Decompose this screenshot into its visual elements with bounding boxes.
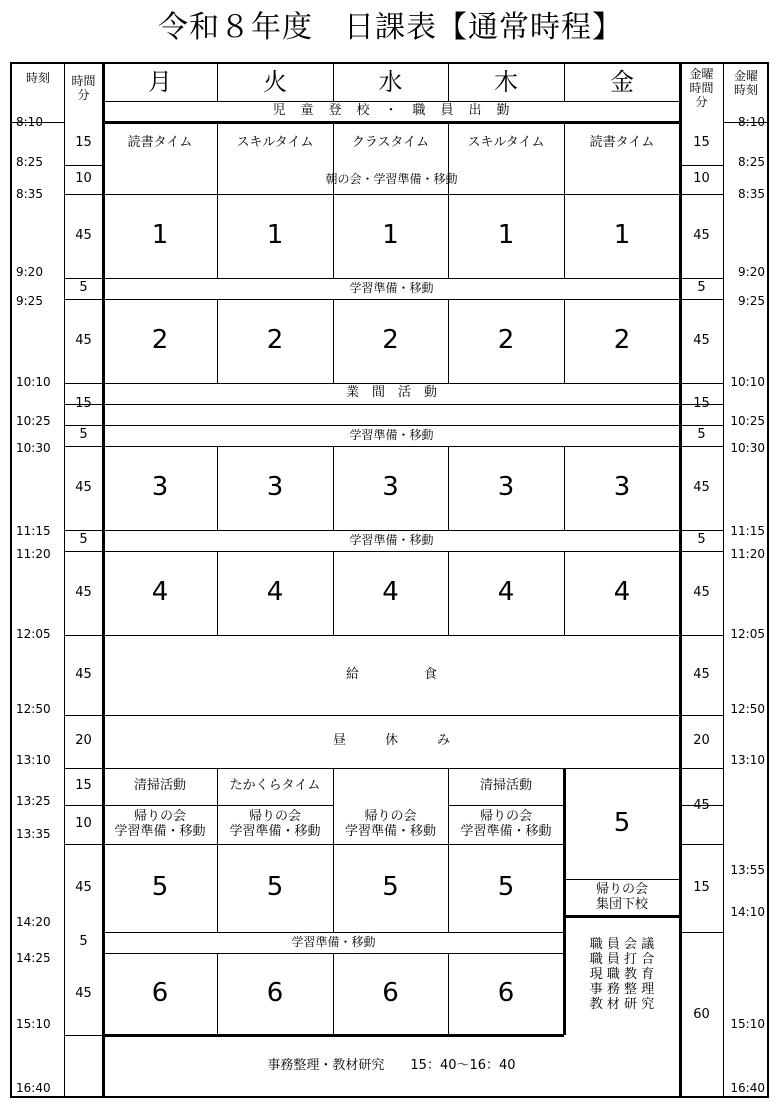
- time-left-18: 16:40: [16, 1081, 51, 1095]
- minutes-left-3: 5: [79, 280, 88, 296]
- period-4-2: 4: [382, 577, 399, 608]
- period-5-fri: 5: [613, 807, 631, 838]
- homeroom-end-3: 帰りの会 学習準備・移動: [460, 808, 552, 839]
- minutes-left-10: 45: [75, 666, 92, 682]
- period-1-4: 1: [613, 220, 631, 251]
- grid-line: [723, 64, 724, 1098]
- period-4-3: 4: [497, 577, 515, 608]
- homeroom-end-0: 帰りの会 学習準備・移動: [114, 808, 206, 839]
- period-6-2: 6: [382, 978, 399, 1009]
- header-day-1: 火: [263, 67, 287, 96]
- period-2-4: 2: [613, 325, 631, 356]
- time-right-7: 10:30: [730, 441, 765, 455]
- period-6-1: 6: [266, 978, 284, 1009]
- lunch-break-row: 昼 休 み: [332, 733, 450, 749]
- minutes-left-1: 10: [75, 171, 92, 187]
- header-time: 時刻: [25, 71, 50, 86]
- minutes-left-14: 45: [75, 879, 92, 895]
- header-day-4: 金: [610, 67, 634, 96]
- time-right-15: 15:10: [730, 1017, 765, 1031]
- time-right-3: 9:20: [738, 265, 765, 279]
- minutes-left-8: 5: [79, 532, 88, 548]
- fri-staff-meetings: 職 員 会 議 職 員 打 合 現 職 教 育 事 務 整 理 教 材 研 究: [589, 937, 655, 1012]
- time-right-12: 13:10: [730, 753, 765, 767]
- minutes-right-10: 45: [693, 666, 710, 682]
- minutes-left-16: 45: [75, 985, 92, 1001]
- time-right-4: 9:25: [738, 294, 765, 308]
- minutes-right-14: 60: [693, 1006, 710, 1022]
- time-left-1: 8:25: [16, 155, 43, 169]
- minutes-left-15: 5: [79, 934, 88, 950]
- minutes-right-11: 20: [693, 733, 710, 749]
- minutes-right-3: 5: [697, 280, 706, 296]
- time-left-5: 10:10: [16, 375, 51, 389]
- header-minutes: 時間 分: [71, 74, 96, 102]
- time-left-6: 10:25: [16, 414, 51, 428]
- minutes-right-1: 10: [693, 171, 710, 187]
- header-fri-minutes: 金曜 時間 分: [689, 67, 714, 109]
- morning-activity-0: 読書タイム: [127, 135, 193, 151]
- time-left-16: 14:25: [16, 951, 51, 965]
- period-1-0: 1: [151, 220, 169, 251]
- period-2-0: 2: [151, 325, 169, 356]
- time-left-14: 13:35: [16, 827, 51, 841]
- time-right-6: 10:25: [730, 414, 765, 428]
- period-3-0: 3: [151, 472, 169, 503]
- homeroom-end-1: 帰りの会 学習準備・移動: [229, 808, 321, 839]
- minutes-left-13: 10: [75, 816, 92, 832]
- period-3-3: 3: [497, 472, 515, 503]
- prep-move-row-1: 学習準備・移動: [349, 280, 434, 295]
- prep-move-row-3: 学習準備・移動: [349, 532, 434, 547]
- morning-activity-4: 読書タイム: [589, 135, 655, 151]
- period-5-0: 5: [151, 872, 169, 903]
- time-left-15: 14:20: [16, 915, 51, 929]
- time-left-0: 8:10: [16, 115, 43, 129]
- time-left-12: 13:10: [16, 753, 51, 767]
- lunch-row: 給 食: [345, 666, 437, 682]
- after-school-row: 事務整理・教材研究 15：40～16：40: [267, 1058, 516, 1074]
- period-4-4: 4: [613, 577, 631, 608]
- minutes-right-6: 5: [697, 427, 706, 443]
- minutes-right-4: 45: [693, 332, 710, 348]
- minutes-left-0: 15: [75, 135, 92, 151]
- minutes-right-9: 45: [693, 584, 710, 600]
- period-1-2: 1: [382, 220, 399, 251]
- cleaning-thu: 清掃活動: [479, 778, 532, 794]
- morning-activity-2: クラスタイム: [351, 135, 430, 151]
- minutes-right-5: 15: [693, 395, 710, 411]
- prep-move-row-4: 学習準備・移動: [291, 934, 376, 949]
- period-5-3: 5: [497, 872, 515, 903]
- time-left-2: 8:35: [16, 187, 43, 201]
- time-left-8: 11:15: [16, 524, 51, 538]
- time-right-2: 8:35: [738, 187, 765, 201]
- period-5-1: 5: [266, 872, 284, 903]
- time-left-3: 9:20: [16, 265, 43, 279]
- homeroom-end-2: 帰りの会 学習準備・移動: [344, 808, 436, 839]
- time-right-16: 16:40: [730, 1081, 765, 1095]
- grid-line: [64, 1035, 103, 1036]
- minutes-right-13: 15: [693, 879, 710, 895]
- header-day-3: 木: [494, 67, 518, 96]
- grid-line: [103, 404, 680, 405]
- period-2-1: 2: [266, 325, 284, 356]
- minutes-left-2: 45: [75, 227, 92, 243]
- time-left-11: 12:50: [16, 702, 51, 716]
- header-day-0: 月: [148, 67, 172, 96]
- period-1-3: 1: [497, 220, 515, 251]
- period-6-3: 6: [497, 978, 515, 1009]
- time-right-10: 12:05: [730, 627, 765, 641]
- minutes-right-0: 15: [693, 135, 710, 151]
- minutes-left-9: 45: [75, 584, 92, 600]
- time-right-9: 11:20: [730, 547, 765, 561]
- time-right-11: 12:50: [730, 702, 765, 716]
- time-left-7: 10:30: [16, 441, 51, 455]
- period-6-0: 6: [151, 978, 169, 1009]
- header-day-2: 水: [378, 67, 403, 96]
- minutes-left-11: 20: [75, 733, 92, 749]
- period-3-1: 3: [266, 472, 284, 503]
- minutes-left-12: 15: [75, 778, 92, 794]
- period-3-4: 3: [613, 472, 631, 503]
- period-5-2: 5: [382, 872, 399, 903]
- grid-line: [333, 768, 334, 805]
- page-title: 令和８年度 日課表【通常時程】: [158, 10, 623, 45]
- time-right-14: 14:10: [730, 905, 765, 919]
- prep-move-row-2: 学習準備・移動: [349, 427, 434, 442]
- header-fri-time: 金曜 時刻: [733, 69, 758, 97]
- minutes-left-5: 15: [75, 395, 92, 411]
- morning-activity-3: スキルタイム: [467, 135, 545, 151]
- period-4-1: 4: [266, 577, 284, 608]
- minutes-right-12: 45: [693, 797, 710, 813]
- time-right-8: 11:15: [730, 524, 765, 538]
- time-right-1: 8:25: [738, 155, 765, 169]
- period-3-2: 3: [382, 472, 399, 503]
- minutes-right-2: 45: [693, 227, 710, 243]
- period-4-0: 4: [151, 577, 169, 608]
- arrival-row: 児 童 登 校 ・ 職 員 出 勤: [272, 103, 511, 119]
- fri-homeroom: 帰りの会 集団下校: [595, 881, 648, 912]
- time-left-4: 9:25: [16, 294, 43, 308]
- period-2-2: 2: [382, 325, 399, 356]
- morning-meeting-row: 朝の会・学習準備・移動: [325, 171, 458, 186]
- minutes-right-8: 5: [697, 532, 706, 548]
- takakura-tue: たかくらタイム: [229, 778, 321, 794]
- interval-activity-row: 業 間 活 動: [345, 385, 437, 401]
- time-left-17: 15:10: [16, 1017, 51, 1031]
- time-right-13: 13:55: [730, 863, 765, 877]
- cleaning-mon: 清掃活動: [133, 778, 186, 794]
- minutes-left-6: 5: [79, 427, 88, 443]
- morning-activity-1: スキルタイム: [236, 135, 314, 151]
- time-right-0: 8:10: [738, 115, 765, 129]
- minutes-right-7: 45: [693, 479, 710, 495]
- period-2-3: 2: [497, 325, 515, 356]
- period-1-1: 1: [266, 220, 284, 251]
- minutes-left-7: 45: [75, 479, 92, 495]
- time-right-5: 10:10: [730, 375, 765, 389]
- time-left-9: 11:20: [16, 547, 51, 561]
- timetable: [10, 62, 769, 1098]
- time-left-13: 13:25: [16, 794, 51, 808]
- minutes-left-4: 45: [75, 332, 92, 348]
- time-left-10: 12:05: [16, 627, 51, 641]
